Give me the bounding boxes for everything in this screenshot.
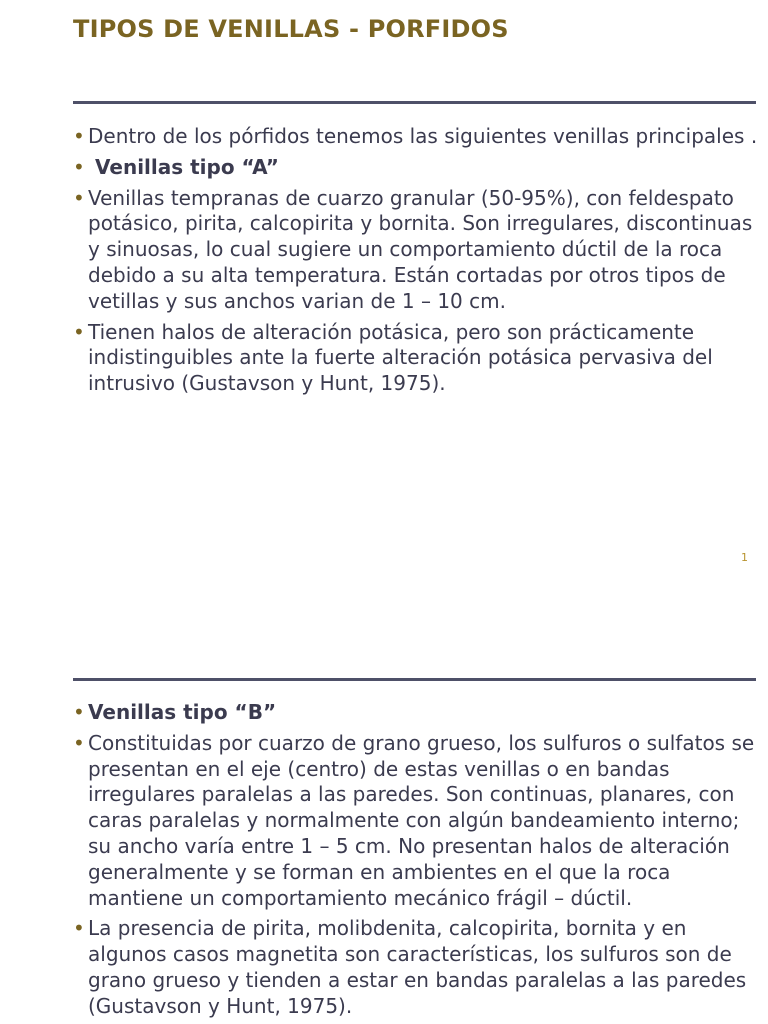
bullet-dot-icon: • — [73, 124, 85, 148]
bullet-text: Constituidas por cuarzo de grano grueso, los sulfuros o sulfatos se presentan en el eje (centro) de estas venillas o en bandas irregulares paralelas a las paredes. Son continuas, planares, con caras paralelas y normalmente con algún bandeamiento interno; su ancho varía entre 1 – 5 cm. No presentan halos de alteración generalmente y se forman en ambientes en el que la roca mantiene un comportamiento mecánico frágil – dúctil. — [88, 730, 755, 910]
bullet-text: Tienen halos de alteración potásica, pero son prácticamente indistinguibles ante la fuerte alteración potásica pervasiva del intrusivo (Gustavson y Hunt, 1975). — [88, 319, 713, 396]
bullet-item-description-a — [73, 186, 763, 315]
title-divider — [73, 101, 756, 104]
bullet-heading: Venillas tipo “A” — [95, 154, 279, 179]
bullet-text: Venillas tempranas de cuarzo granular (50-95%), con feldespato potásico, pirita, calcopirita y bornita. Son irregulares, discontinuas y sinuosas, lo cual sugiere un comportamiento dúctil de la roca debido a su alta temperatura. Están cortadas por otros tipos de vetillas y sus anchos varian de 1 – 10 cm. — [88, 185, 753, 313]
bullet-list — [73, 700, 763, 1024]
bullet-heading: Venillas tipo “B” — [88, 700, 277, 724]
bullet-item-heading-a — [73, 155, 763, 181]
bullet-item-halos-a — [73, 320, 763, 397]
bullet-list — [73, 124, 763, 402]
bullet-item-heading-b — [73, 700, 763, 726]
bullet-dot-icon: • — [73, 700, 85, 724]
bullet-item-minerals-b — [73, 916, 763, 1019]
bullet-dot-icon: • — [73, 185, 85, 210]
page-number: 1 — [741, 551, 748, 564]
bullet-dot-icon: • — [73, 154, 85, 179]
bullet-dot-icon: • — [73, 916, 85, 941]
bullet-text: La presencia de pirita, molibdenita, calcopirita, bornita y en algunos casos magnetita son características, los sulfuros son de grano grueso y tienden a estar en bandas paralelas a las paredes (Gustavson y Hunt, 1975). — [88, 916, 747, 1018]
bullet-text: Dentro de los pórfidos tenemos las siguientes venillas principales . — [88, 124, 758, 148]
bullet-dot-icon: • — [73, 319, 85, 344]
bullet-dot-icon: • — [73, 730, 85, 755]
bullet-item-intro — [73, 124, 763, 150]
slide-title: TIPOS DE VENILLAS - PORFIDOS — [73, 15, 509, 43]
slide-divider — [73, 678, 756, 681]
bullet-item-description-b — [73, 731, 763, 912]
